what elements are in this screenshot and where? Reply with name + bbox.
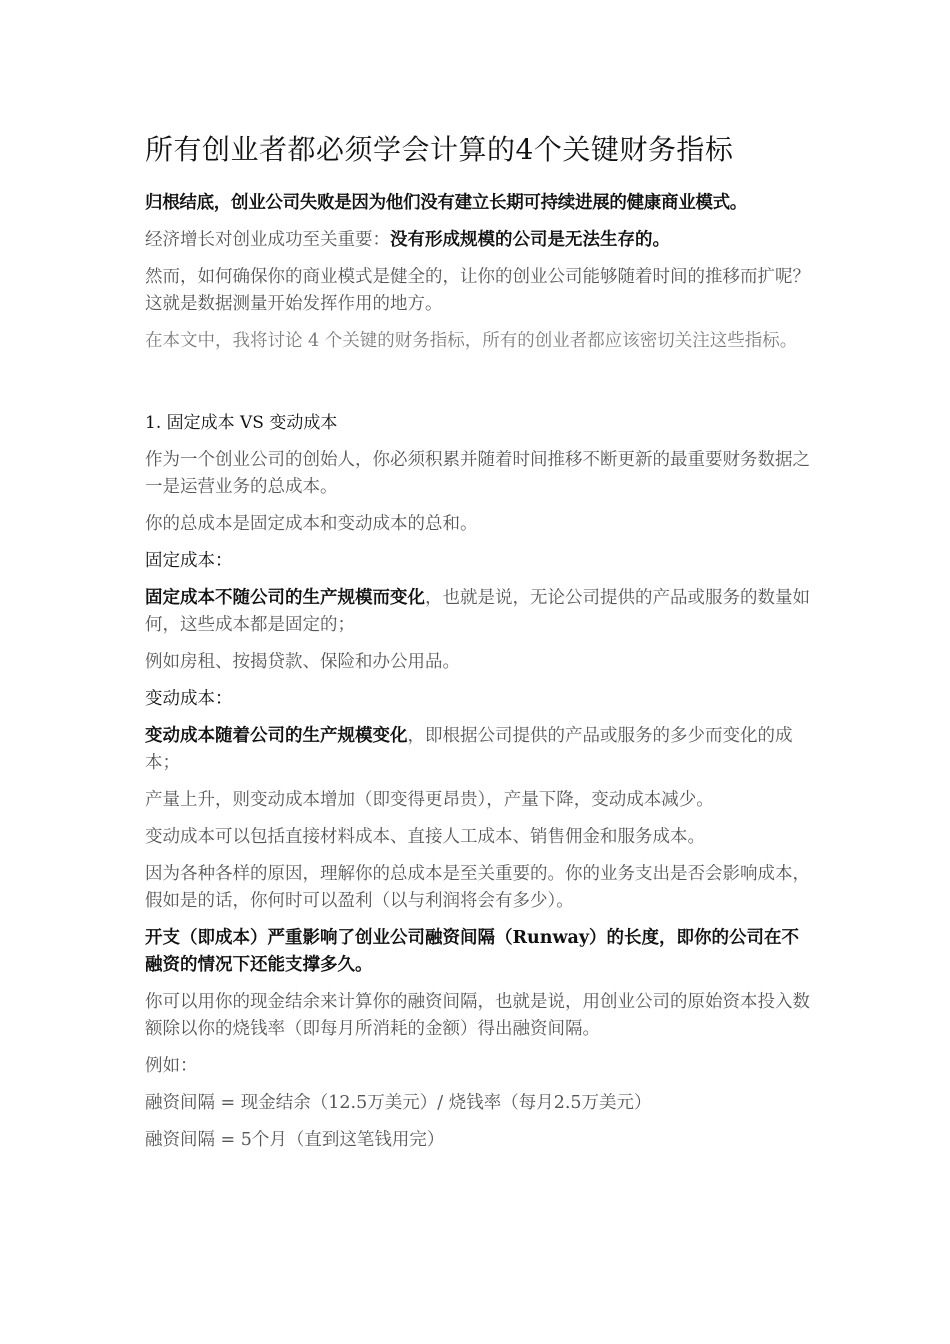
intro-paragraph-3: 然而，如何确保你的商业模式是健全的，让你的创业公司能够随着时间的推移而扩呢？这就是数据测量开始发挥作用的地方。 — [145, 267, 810, 314]
intro-paragraph-2-plain: 经济增长对创业成功至关重要： — [145, 230, 390, 250]
variable-cost-definition — [145, 723, 810, 777]
section-1-paragraph-2: 你的总成本是固定成本和变动成本的总和。 — [145, 514, 478, 534]
fixed-cost-label: 固定成本： — [145, 551, 233, 571]
fixed-cost-definition-rest: ，也就是说，无论公司提供的产品或服务的数量如何，这些成本都是固定的； — [145, 588, 810, 635]
variable-cost-label: 变动成本： — [145, 689, 233, 709]
variable-cost-definition-bold: 变动成本随着公司的生产规模变化 — [145, 726, 408, 746]
variable-cost-paragraph-1: 产量上升，则变动成本增加（即变得更昂贵），产量下降，变动成本减少。 — [145, 790, 714, 810]
variable-cost-paragraph-2: 变动成本可以包括直接材料成本、直接人工成本、销售佣金和服务成本。 — [145, 827, 705, 847]
fixed-cost-definition-bold: 固定成本不随公司的生产规模而变化 — [145, 588, 425, 608]
runway-formula-1: 融资间隔 = 现金结余（12.5万美元）/ 烧钱率（每月2.5万美元） — [145, 1093, 652, 1113]
section-1-paragraph-1: 作为一个创业公司的创始人，你必须积累并随着时间推移不断更新的最重要财务数据之一是运营业务的总成本。 — [145, 450, 810, 497]
document-page — [145, 126, 810, 1154]
fixed-cost-definition — [145, 585, 810, 639]
intro-paragraph-1: 归根结底，创业公司失败是因为他们没有建立长期可持续进展的健康商业模式。 — [145, 193, 747, 213]
runway-formula-2: 融资间隔 = 5个月（直到这笔钱用完） — [145, 1130, 445, 1150]
intro-paragraph-2-bold: 没有形成规模的公司是无法生存的。 — [390, 230, 670, 250]
page-title: 所有创业者都必须学会计算的4个关键财务指标 — [145, 133, 734, 166]
runway-bold-paragraph: 开支（即成本）严重影响了创业公司融资间隔（Runway）的长度，即你的公司在不融资的情况下还能支撑多久。 — [145, 928, 800, 975]
fixed-cost-example: 例如房租、按揭贷款、保险和办公用品。 — [145, 652, 460, 672]
intro-paragraph-4: 在本文中，我将讨论 4 个关键的财务指标，所有的创业者都应该密切关注这些指标。 — [145, 331, 798, 351]
runway-paragraph: 你可以用你的现金结余来计算你的融资间隔，也就是说，用创业公司的原始资本投入数额除以你的烧钱率（即每月所消耗的金额）得出融资间隔。 — [145, 992, 810, 1039]
example-label: 例如： — [145, 1056, 198, 1076]
intro-paragraph-2 — [145, 227, 810, 254]
variable-cost-definition-rest: ，即根据公司提供的产品或服务的多少而变化的成本； — [145, 726, 793, 773]
total-cost-paragraph: 因为各种各样的原因，理解你的总成本是至关重要的。你的业务支出是否会影响成本，假如是的话，你何时可以盈利（以与利润将会有多少）。 — [145, 864, 810, 911]
section-1-heading: 1. 固定成本 VS 变动成本 — [145, 413, 338, 433]
